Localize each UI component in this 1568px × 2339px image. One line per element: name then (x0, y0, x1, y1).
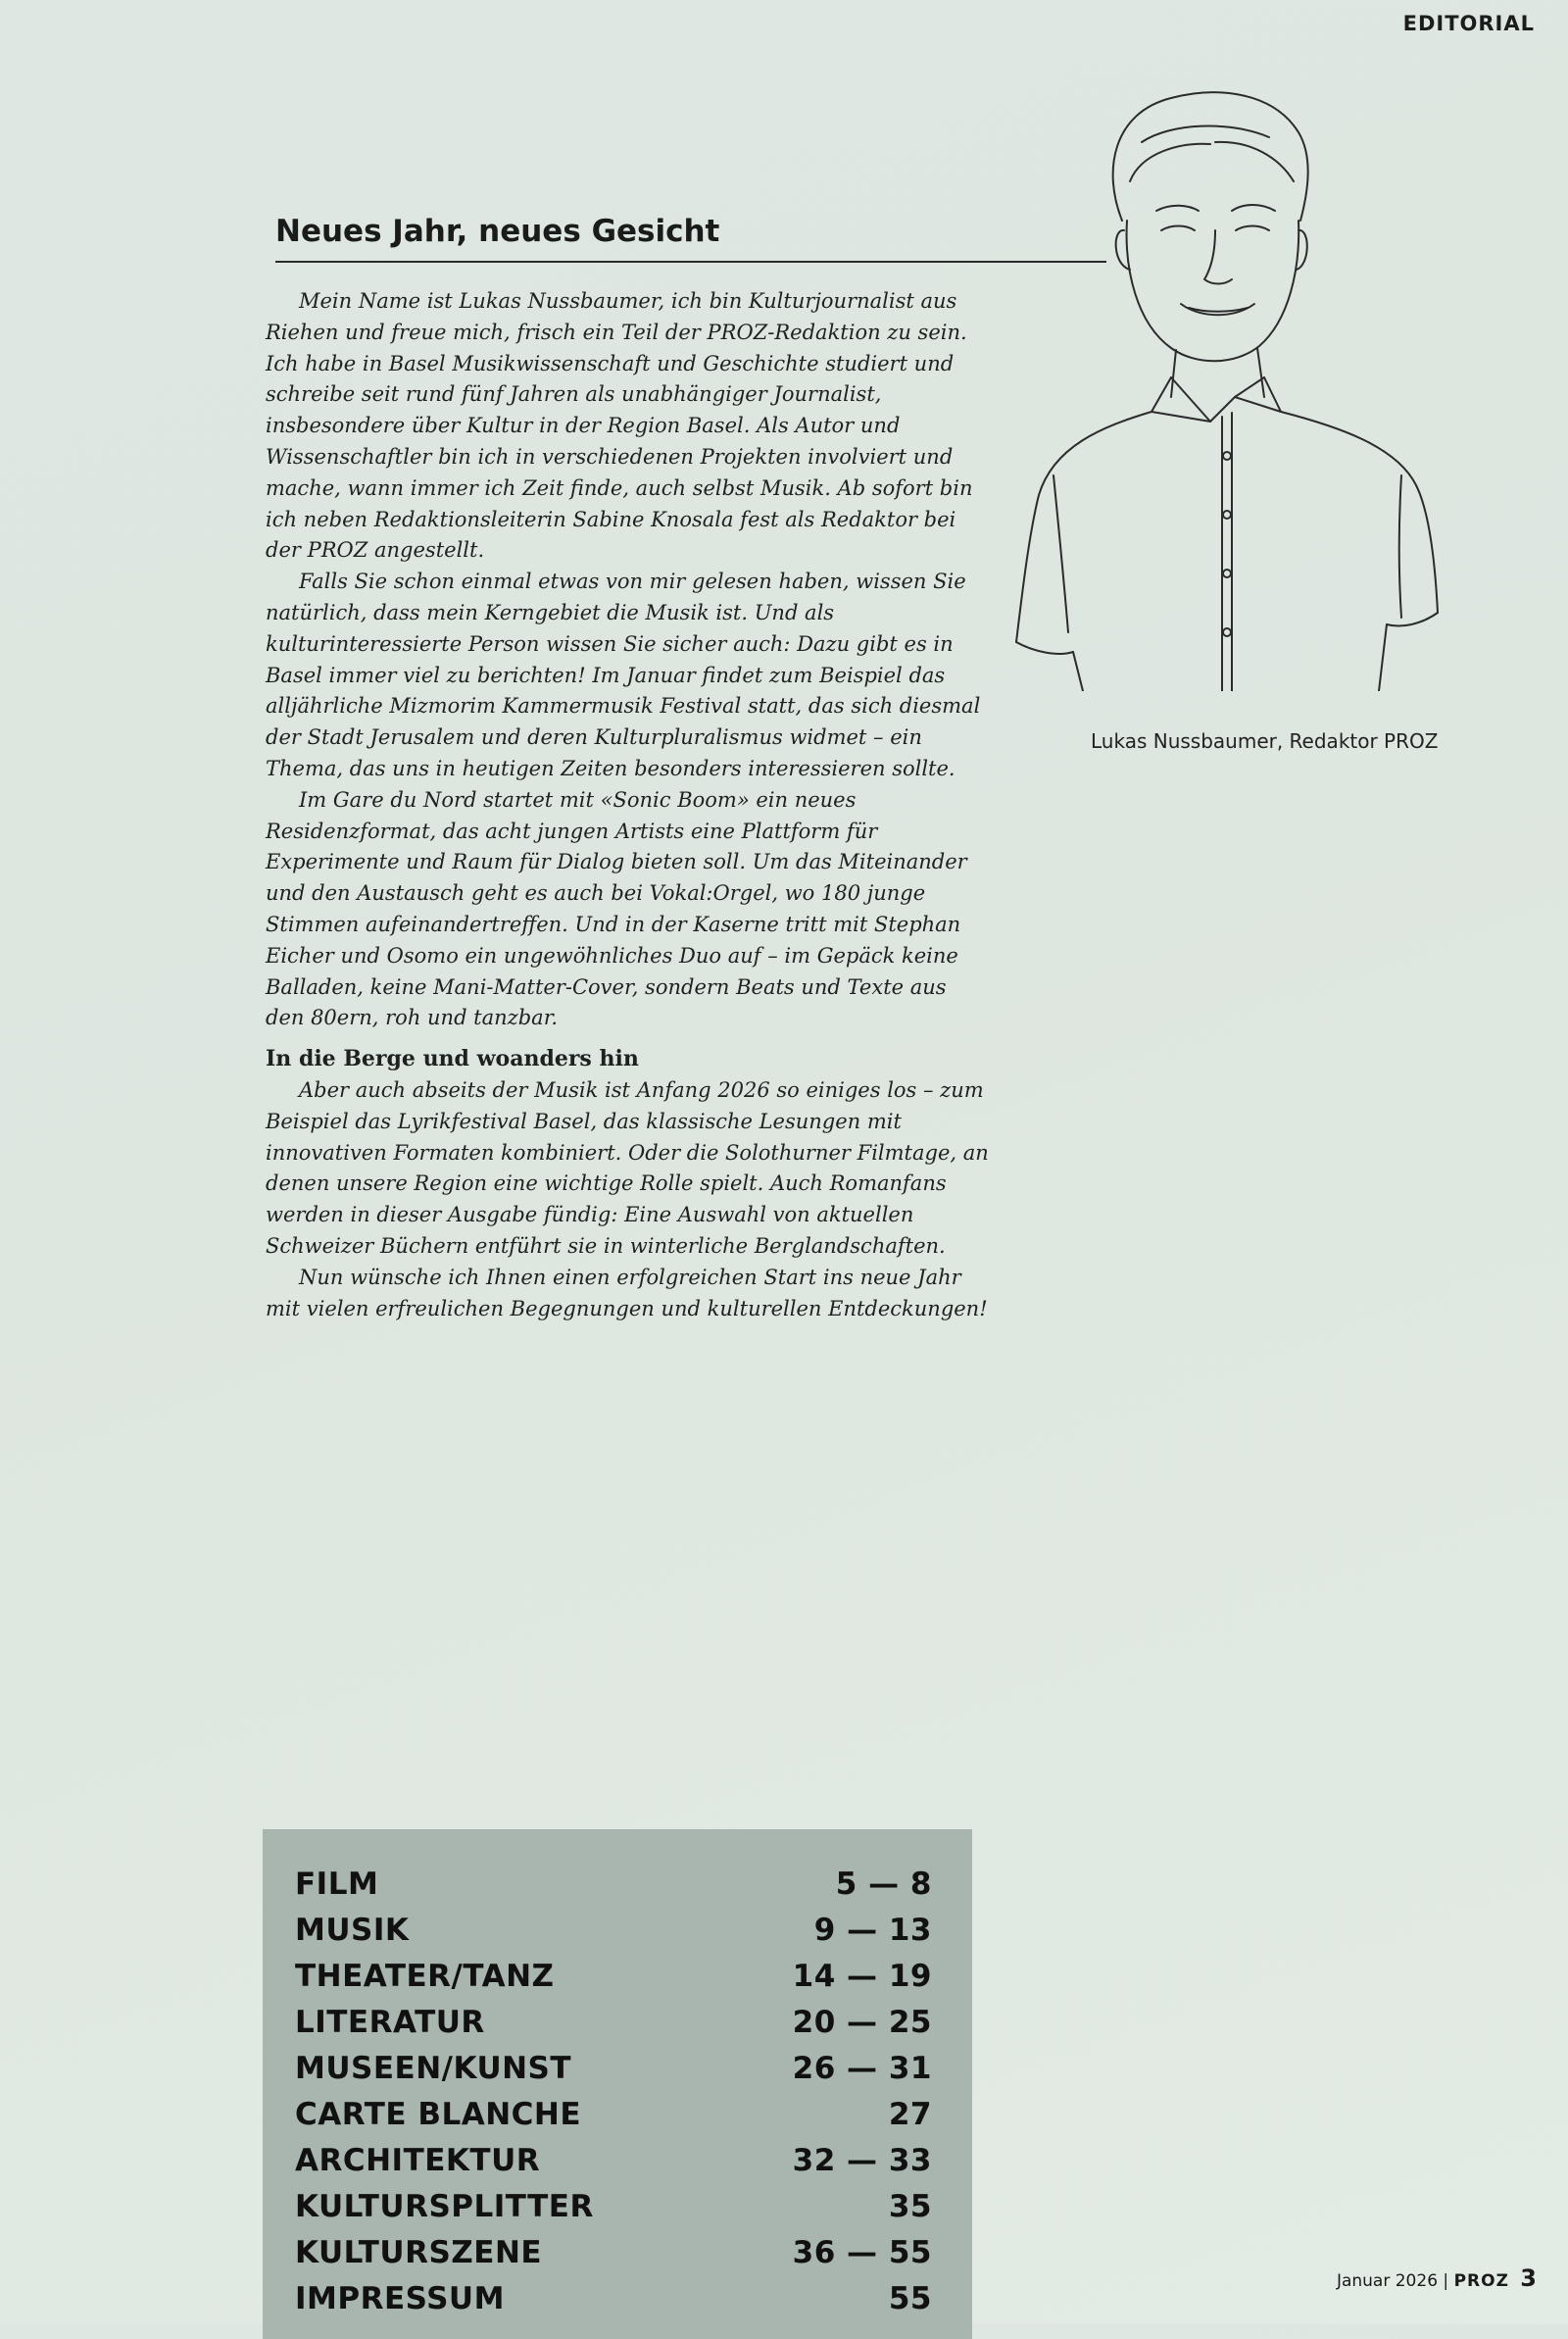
toc-section: ARCHITEKTUR (295, 2143, 541, 2178)
toc-pages: 55 (888, 2281, 932, 2316)
subheading: In die Berge und woanders hin (266, 1046, 639, 1072)
paragraph: Nun wünsche ich Ihnen einen erfolgreichen Start ins neue Jahr mit vielen erfreulichen Begegnungen und kulturellen Entdeckungen! (266, 1265, 988, 1320)
page-number: 3 (1520, 2264, 1537, 2292)
toc-row[interactable] (295, 1959, 932, 2004)
toc-section: KULTURSZENE (295, 2235, 543, 2270)
issue-date: Januar 2026 (1336, 2271, 1439, 2291)
toc-row[interactable] (295, 2051, 932, 2096)
toc-section: THEATER/TANZ (295, 1959, 555, 1994)
toc-row[interactable] (295, 2097, 932, 2142)
editorial-body (266, 286, 991, 1324)
paragraph: Im Gare du Nord startet mit «Sonic Boom» ein neues Residenzformat, das acht jungen Artists eine Plattform für Experimente und Raum für Dialog bieten soll. Um das Miteinander und den Austausch geht es auch bei Vokal:Orgel, wo 180 junge Stimmen aufeinandertreffen. Und in der Kaserne tritt mit Stephan Eicher und Osomo ein ungewöhnliches Duo auf – im Gepäck keine Balladen, keine Mani-Matter-Cover, sondern Beats und Texte aus den 80ern, roh und tanzbar. (266, 787, 967, 1030)
toc-pages: 32 — 33 (792, 2143, 932, 2178)
paragraph: Aber auch abseits der Musik ist Anfang 2026 so einiges los – zum Beispiel das Lyrikfestival Basel, das klassische Lesungen mit innovativen Formaten kombiniert. Oder die Solothurner Filmtage, an denen unsere Region eine wichtige Rolle spielt. Auch Romanfans werden in dieser Ausgabe fündig: Eine Auswahl von aktuellen Schweizer Büchern entführt sie in winterliche Berglandschaften. (266, 1077, 989, 1258)
toc-section: FILM (295, 1866, 379, 1902)
toc-row[interactable] (295, 2281, 932, 2326)
toc-row[interactable] (295, 2005, 932, 2050)
toc-section: LITERATUR (295, 2005, 485, 2040)
portrait-caption: Lukas Nussbaumer, Redaktor PROZ (1091, 729, 1439, 753)
headline: Neues Jahr, neues Gesicht (275, 214, 720, 249)
toc-section: KULTURSPLITTER (295, 2189, 594, 2224)
toc-section: MUSEEN/KUNST (295, 2051, 572, 2086)
section-label: EDITORIAL (1402, 12, 1535, 35)
toc-pages: 14 — 19 (792, 1959, 932, 1994)
toc-pages: 35 (888, 2189, 932, 2224)
toc-pages: 20 — 25 (792, 2005, 932, 2040)
toc-row[interactable] (295, 2143, 932, 2188)
page-footer (1337, 2264, 1537, 2292)
toc-section: CARTE BLANCHE (295, 2097, 582, 2132)
footer-separator: | (1443, 2271, 1449, 2291)
toc-section: IMPRESSUM (295, 2281, 505, 2316)
magazine-brand: PROZ (1453, 2271, 1509, 2291)
toc-row[interactable] (295, 1866, 932, 1912)
toc-pages: 9 — 13 (813, 1913, 932, 1948)
toc-section: MUSIK (295, 1913, 410, 1948)
toc-row[interactable] (295, 2189, 932, 2234)
paragraph: Falls Sie schon einmal etwas von mir gelesen haben, wissen Sie natürlich, dass mein Kerngebiet die Musik ist. Und als kulturinteressierte Person wissen Sie sicher auch: Dazu gibt es in Basel immer viel zu berichten! Im Januar findet zum Beispiel das alljährliche Mizmorim Kammermusik Festival statt, das sich diesmal der Stadt Jerusalem und deren Kulturpluralismus widmet – ein Thema, das uns in heutigen Zeiten besonders interessieren sollte. (266, 570, 981, 780)
toc-pages: 27 (888, 2097, 932, 2132)
toc-pages: 26 — 31 (792, 2051, 932, 2086)
table-of-contents (263, 1829, 972, 2339)
portrait-illustration (1014, 83, 1465, 691)
toc-row[interactable] (295, 1913, 932, 1958)
paragraph: Mein Name ist Lukas Nussbaumer, ich bin Kulturjournalist aus Riehen und freue mich, frisch ein Teil der PROZ-Redaktion zu sein. Ich habe in Basel Musikwissenschaft und Geschichte studiert und schreibe seit rund fünf Jahren als unabhängiger Journalist, insbesondere über Kultur in der Region Basel. Als Autor und Wissenschaftler bin ich in verschiedenen Projekten involviert und mache, wann immer ich Zeit finde, auch selbst Musik. Ab sofort bin ich neben Redaktionsleiterin Sabine Knosala fest als Redaktor bei der PROZ angestellt. (266, 289, 973, 563)
toc-row[interactable] (295, 2235, 932, 2280)
toc-pages: 5 — 8 (835, 1866, 932, 1902)
toc-pages: 36 — 55 (792, 2235, 932, 2270)
headline-rule (275, 261, 1106, 263)
